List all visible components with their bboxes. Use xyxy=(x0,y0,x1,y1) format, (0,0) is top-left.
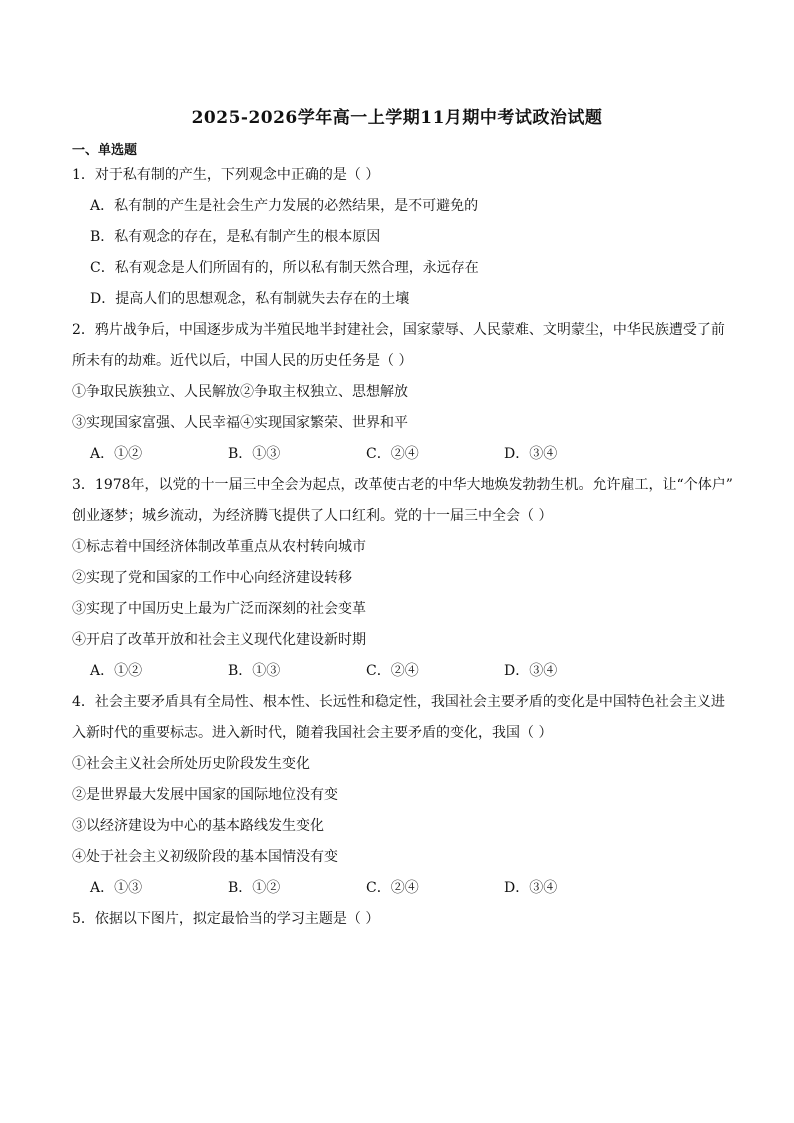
question-stem: 1．对于私有制的产生，下列观念中正确的是（ ） xyxy=(72,167,380,183)
answer-d: D．③④ xyxy=(504,880,558,896)
statement-item: ②是世界最大发展中国家的国际地位没有变 xyxy=(72,787,338,803)
answer-options xyxy=(72,439,724,470)
question-stem: 3．1978年，以党的十一届三中全会为起点，改革使古老的中华大地焕发勃勃生机。允许雇工，让“个体户” xyxy=(72,477,733,493)
exam-title: 2025-2026学年高一上学期11月期中考试政治试题 xyxy=(191,108,603,128)
answer-b: B．①③ xyxy=(228,663,281,679)
question-3 xyxy=(72,470,733,687)
answer-d: D．③④ xyxy=(504,446,558,462)
question-4 xyxy=(72,687,724,904)
question-5 xyxy=(72,904,724,935)
statement-item: ③以经济建设为中心的基本路线发生变化 xyxy=(72,818,324,834)
statement-item: ③实现了中国历史上最为广泛而深刻的社会变革 xyxy=(72,601,366,617)
option-c: C．私有观念是人们所固有的，所以私有制天然合理，永远存在 xyxy=(90,260,479,276)
statement-item: ③实现国家富强、人民幸福④实现国家繁荣、世界和平 xyxy=(72,415,408,431)
answer-options xyxy=(72,873,724,904)
answer-c: C．②④ xyxy=(366,880,419,896)
statement-item: ④处于社会主义初级阶段的基本国情没有变 xyxy=(72,849,338,865)
question-stem: 入新时代的重要标志。进入新时代，随着我国社会主要矛盾的变化，我国（ ） xyxy=(72,725,553,741)
statement-item: ①社会主义社会所处历史阶段发生变化 xyxy=(72,756,310,772)
option-a: A．私有制的产生是社会生产力发展的必然结果，是不可避免的 xyxy=(90,198,479,214)
section-heading: 一、单选题 xyxy=(72,143,138,158)
statement-item: ①标志着中国经济体制改革重点从农村转向城市 xyxy=(72,539,366,555)
statement-item: ②实现了党和国家的工作中心向经济建设转移 xyxy=(72,570,352,586)
answer-options xyxy=(72,656,724,687)
question-stem: 4．社会主要矛盾具有全局性、根本性、长远性和稳定性，我国社会主要矛盾的变化是中国特色社会主义进 xyxy=(72,694,725,710)
answer-c: C．②④ xyxy=(366,663,419,679)
answer-b: B．①② xyxy=(228,880,281,896)
question-1 xyxy=(72,160,724,315)
answer-d: D．③④ xyxy=(504,663,558,679)
answer-a: A．①② xyxy=(90,446,143,462)
answer-a: A．①② xyxy=(90,663,143,679)
statement-item: ①争取民族独立、人民解放②争取主权独立、思想解放 xyxy=(72,384,408,400)
answer-c: C．②④ xyxy=(366,446,419,462)
question-stem: 所未有的劫难。近代以后，中国人民的历史任务是（ ） xyxy=(72,353,413,369)
answer-b: B．①③ xyxy=(228,446,281,462)
option-b: B．私有观念的存在，是私有制产生的根本原因 xyxy=(90,229,381,245)
question-stem: 创业逐梦；城乡流动，为经济腾飞提供了人口红利。党的十一届三中全会（ ） xyxy=(72,508,553,524)
question-2 xyxy=(72,315,724,470)
statement-item: ④开启了改革开放和社会主义现代化建设新时期 xyxy=(72,632,366,648)
option-d: D．提高人们的思想观念，私有制就失去存在的土壤 xyxy=(90,291,410,307)
answer-a: A．①③ xyxy=(90,880,143,896)
question-list xyxy=(72,160,733,935)
question-stem: 2．鸦片战争后，中国逐步成为半殖民地半封建社会，国家蒙辱、人民蒙难、文明蒙尘，中华民族遭受了前 xyxy=(72,322,725,338)
question-stem: 5．依据以下图片，拟定最恰当的学习主题是（ ） xyxy=(72,911,380,927)
